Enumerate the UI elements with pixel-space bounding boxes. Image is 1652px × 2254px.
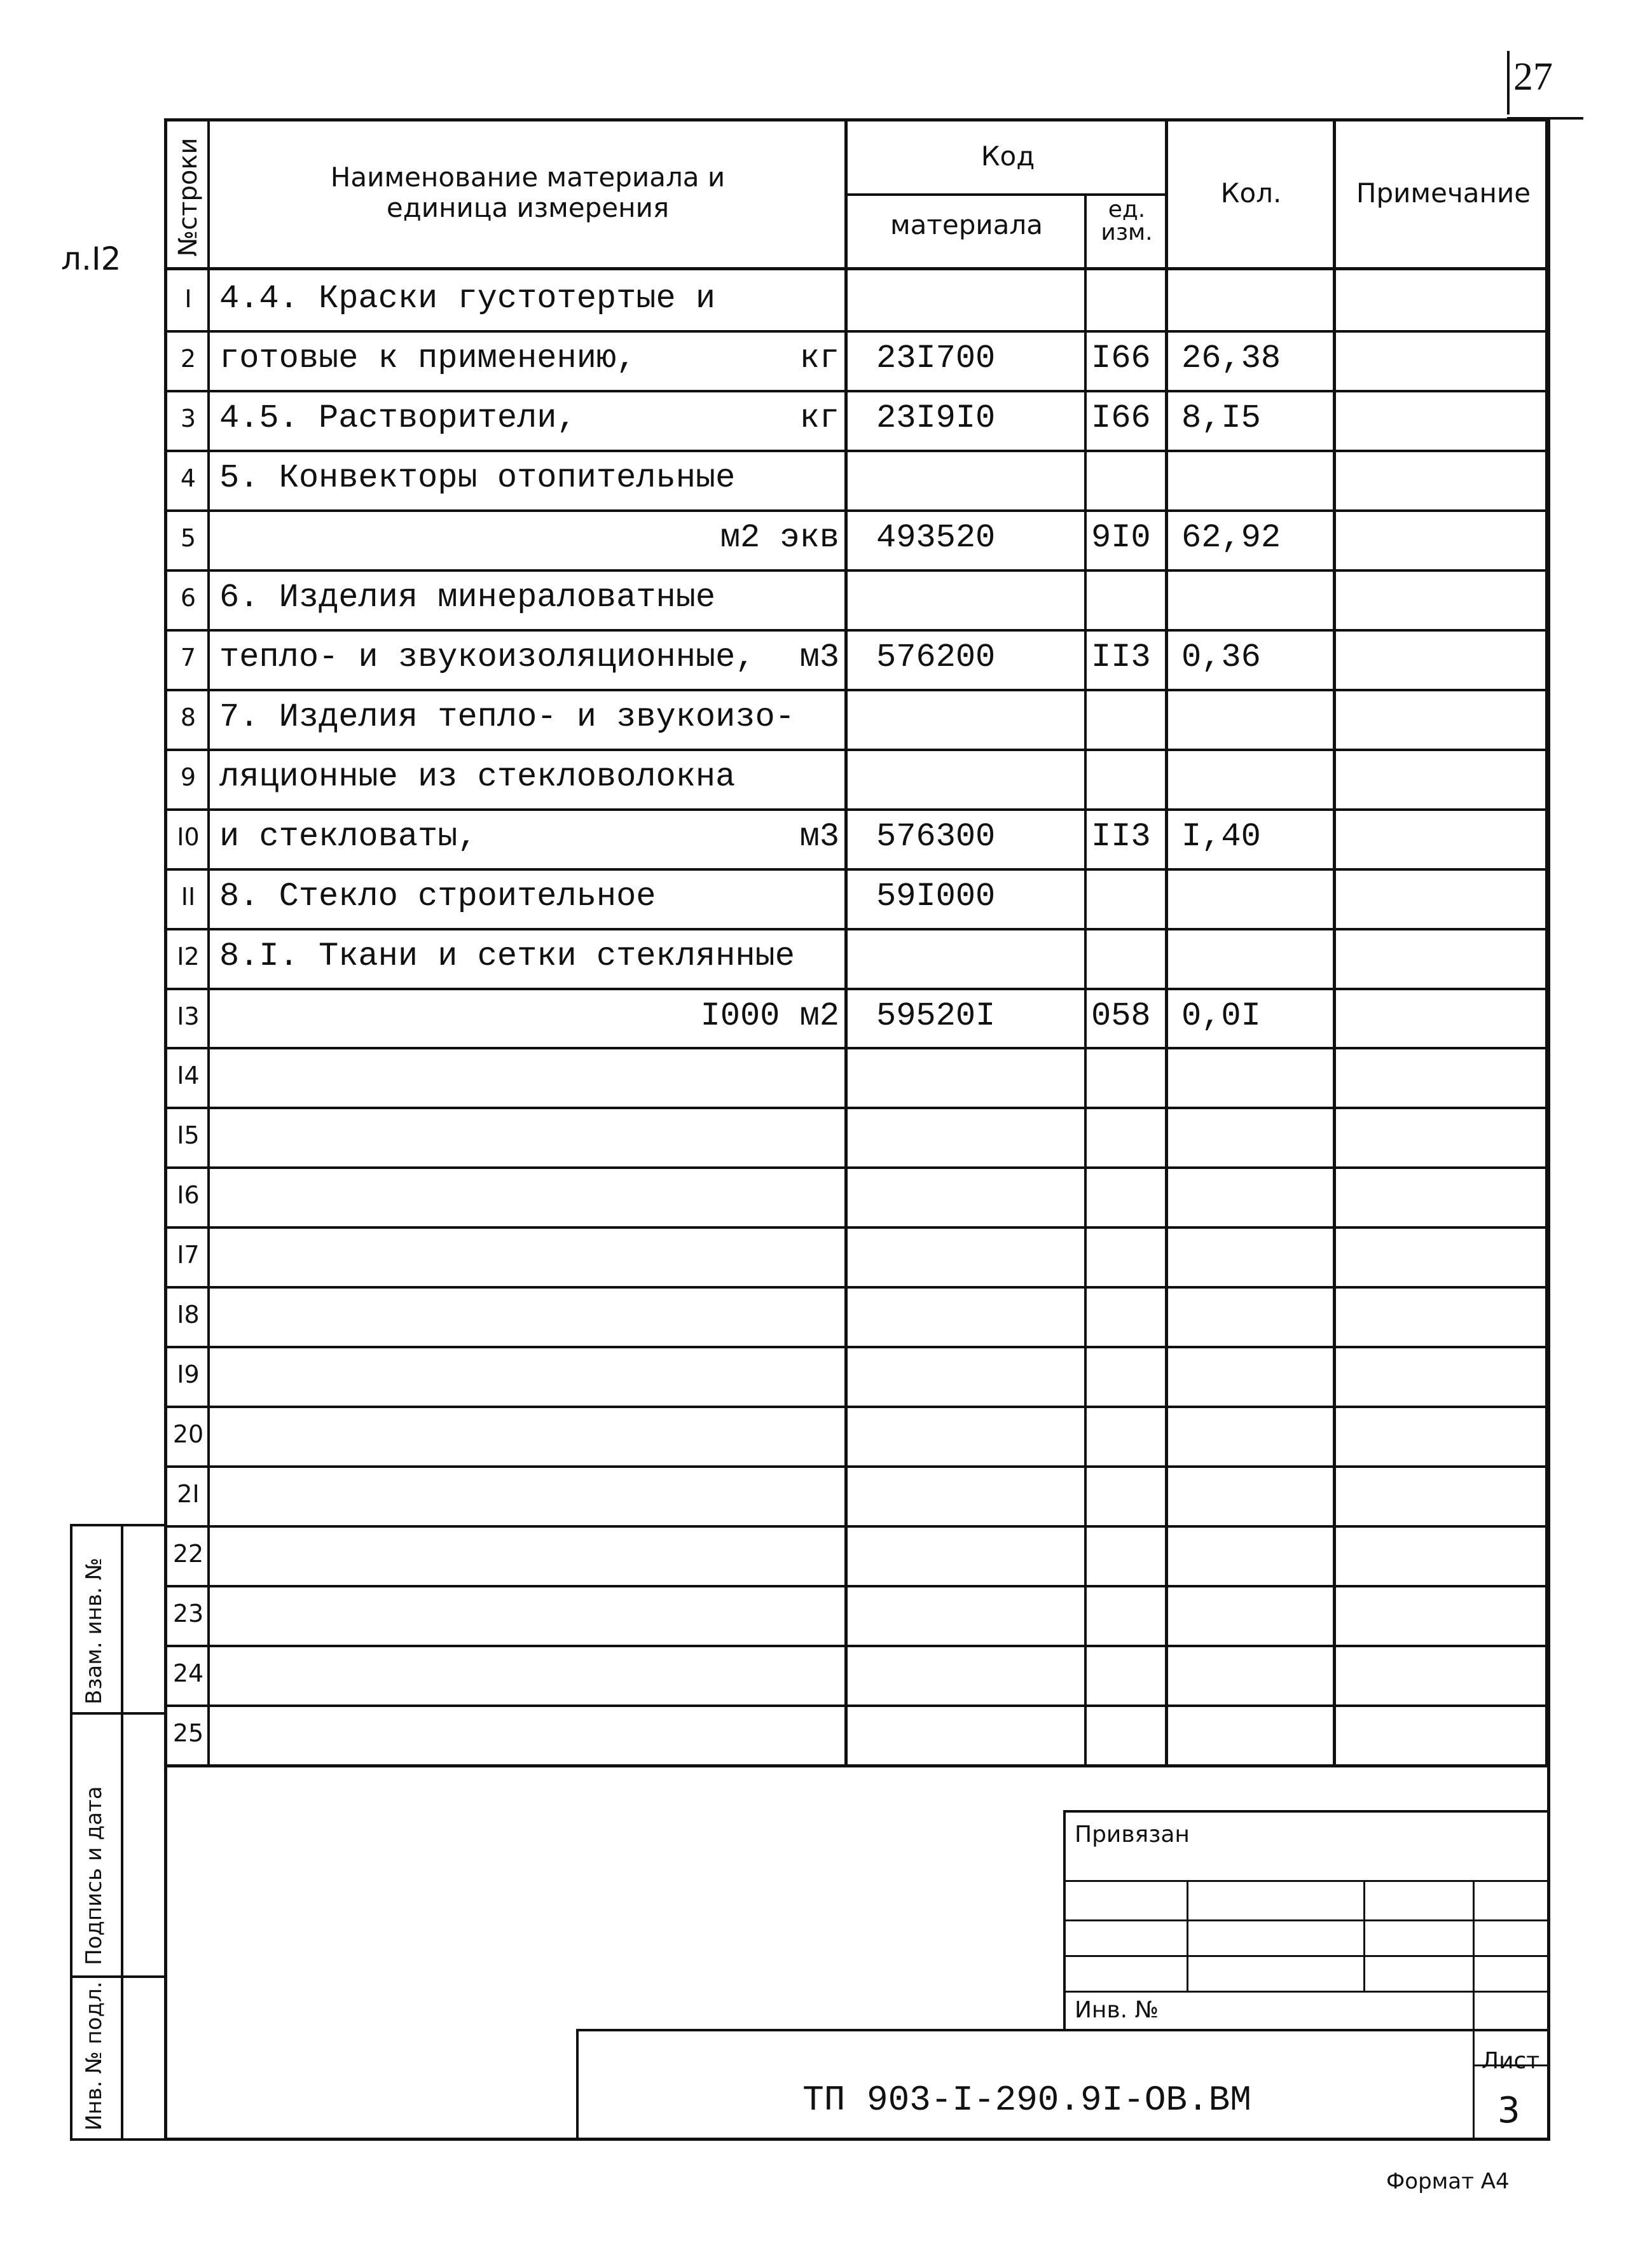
row-number: 20 [172,1420,204,1448]
row-unit-text: м3 [799,639,839,676]
row-material-name: тепло- и звукоизоляционные, [219,639,755,676]
row-number: I0 [177,823,200,851]
header-quantity: Кол. [1220,177,1282,209]
row-number: 2I [177,1480,200,1508]
header-code-divider [844,193,1166,196]
row-material-name: 4.5. Растворители, [219,399,577,437]
row-quantity: 26,38 [1181,340,1281,377]
stamp-grid [1187,1880,1188,1992]
row-divider [164,1585,1550,1587]
stamp-grid [1063,1991,1550,1993]
row-divider [164,629,1550,632]
row-material-code: 59520I [876,997,996,1035]
row-divider [164,1107,1550,1109]
row-unit-code: 058 [1091,997,1151,1035]
row-unit-code: I66 [1091,340,1151,377]
row-material-code: 576200 [876,639,996,676]
row-number: 2 [180,345,196,373]
row-unit-text: кг [799,340,839,377]
row-number: 4 [180,464,196,492]
side-strip-border [70,2138,165,2141]
row-unit-code: II3 [1091,818,1151,855]
stamp-border [1063,1810,1550,1813]
side-strip-border [70,1524,165,1526]
row-number: 3 [180,404,196,432]
row-divider [164,1047,1550,1049]
row-number: I2 [177,943,200,971]
page-number-bar [1507,51,1510,114]
row-divider [164,1286,1550,1289]
row-material-name: 7. Изделия тепло- и звукоизо- [219,698,795,736]
row-quantity: 0,0I [1181,997,1261,1035]
row-divider [164,808,1550,811]
row-divider [164,868,1550,871]
row-material-name: 8.I. Ткани и сетки стеклянные [219,937,795,975]
row-material-code: 493520 [876,519,996,557]
row-material-name: 4.4. Краски густотертые и [219,280,716,317]
row-number: I7 [177,1241,200,1269]
title-block-top [576,2029,1550,2031]
row-unit-code: II3 [1091,639,1151,676]
document-code: ТП 903-I-290.9I-ОВ.ВМ [802,2080,1251,2120]
row-divider [164,749,1550,751]
col-divider-material [1084,195,1087,1767]
row-number: 22 [172,1540,204,1568]
orig-inv-label: Инв. № подл. [81,1981,107,2131]
col-divider-qty [1333,118,1336,1767]
row-number: 25 [172,1719,204,1747]
replace-inv-label: Взам. инв. № [81,1558,107,1704]
row-divider [164,1704,1550,1707]
row-divider [164,689,1550,691]
side-strip-border [70,1524,72,2141]
row-unit-text: м3 [799,818,839,855]
row-number: I9 [177,1360,200,1388]
row-number: II [181,883,196,911]
row-unit-text: м2 экв [720,519,839,557]
side-strip-border [70,1712,165,1715]
row-number: I6 [177,1181,200,1209]
row-material-code: 23I700 [876,340,996,377]
col-divider-name [844,118,848,1767]
row-divider [164,450,1550,452]
row-quantity: 0,36 [1181,639,1261,676]
row-number: 8 [180,703,196,731]
row-divider [164,1406,1550,1408]
sign-date-label: Подпись и дата [81,1786,107,1965]
row-unit-text: I000 м2 [700,997,839,1035]
row-quantity: 8,I5 [1181,399,1261,437]
row-material-name: и стекловаты, [219,818,478,855]
header-row-number: №строки [174,137,203,257]
header-code-material: материала [890,209,1043,240]
row-number: I4 [177,1061,200,1089]
row-unit-code: 9I0 [1091,519,1151,557]
stamp-grid [1063,1955,1550,1957]
row-divider [164,988,1550,990]
row-number: 24 [172,1659,204,1687]
row-number: 7 [180,644,196,672]
col-divider-note [1545,118,1548,1767]
format-label: Формат А4 [1386,2169,1510,2194]
row-material-code: 59I000 [876,878,996,915]
row-material-name: 8. Стекло строительное [219,878,656,915]
row-unit-text: кг [799,399,839,437]
stamp-grid [1473,1880,1475,2030]
row-material-code: 23I9I0 [876,399,996,437]
header-bottom-line [164,267,1550,270]
row-divider [164,390,1550,392]
row-divider [164,1166,1550,1169]
row-divider [164,1645,1550,1647]
col-divider-rownum [207,118,210,1767]
sheet-reference: л.I2 [61,240,121,277]
stamp-grid [1063,1880,1550,1882]
row-unit-code: I66 [1091,399,1151,437]
row-divider [164,1465,1550,1468]
row-divider [164,1346,1550,1348]
sheet-label: Лист [1482,2048,1540,2074]
row-material-name: готовые к применению, [219,340,637,377]
table-bottom-line [164,1764,1550,1767]
row-number: I5 [177,1121,200,1149]
side-strip-border [121,1524,123,2141]
header-note: Примечание [1356,177,1531,209]
row-material-name: ляционные из стекловолокна [219,758,736,796]
page-number: 27 [1513,55,1553,99]
header-code-unit: ед. изм. [1101,197,1153,245]
side-strip-border [70,1975,165,1978]
stamp-inv-label: Инв. № [1075,1997,1159,2023]
row-number: 6 [180,584,196,612]
row-divider [164,509,1550,512]
row-divider [164,928,1550,930]
sheet-number: 3 [1497,2090,1520,2131]
header-material-name: Наименование материала и единица измерения [330,162,726,224]
row-material-name: 5. Конвекторы отопительные [219,459,736,497]
row-material-code: 576300 [876,818,996,855]
row-number: 23 [172,1600,204,1628]
row-divider [164,569,1550,572]
row-number: I8 [177,1301,200,1329]
header-code: Код [981,141,1035,172]
stamp-grid [1363,1880,1365,1992]
row-divider [164,1226,1550,1229]
row-quantity: I,40 [1181,818,1261,855]
row-material-name: 6. Изделия минераловатные [219,579,716,616]
row-divider [164,330,1550,333]
stamp-attached-label: Привязан [1075,1822,1190,1848]
row-quantity: 62,92 [1181,519,1281,557]
col-divider-unit [1165,118,1168,1767]
row-number: I [184,285,192,313]
row-number: 5 [180,524,196,552]
row-number: I3 [177,1002,200,1030]
stamp-grid [1063,1919,1550,1921]
row-divider [164,1525,1550,1528]
row-number: 9 [180,763,196,791]
